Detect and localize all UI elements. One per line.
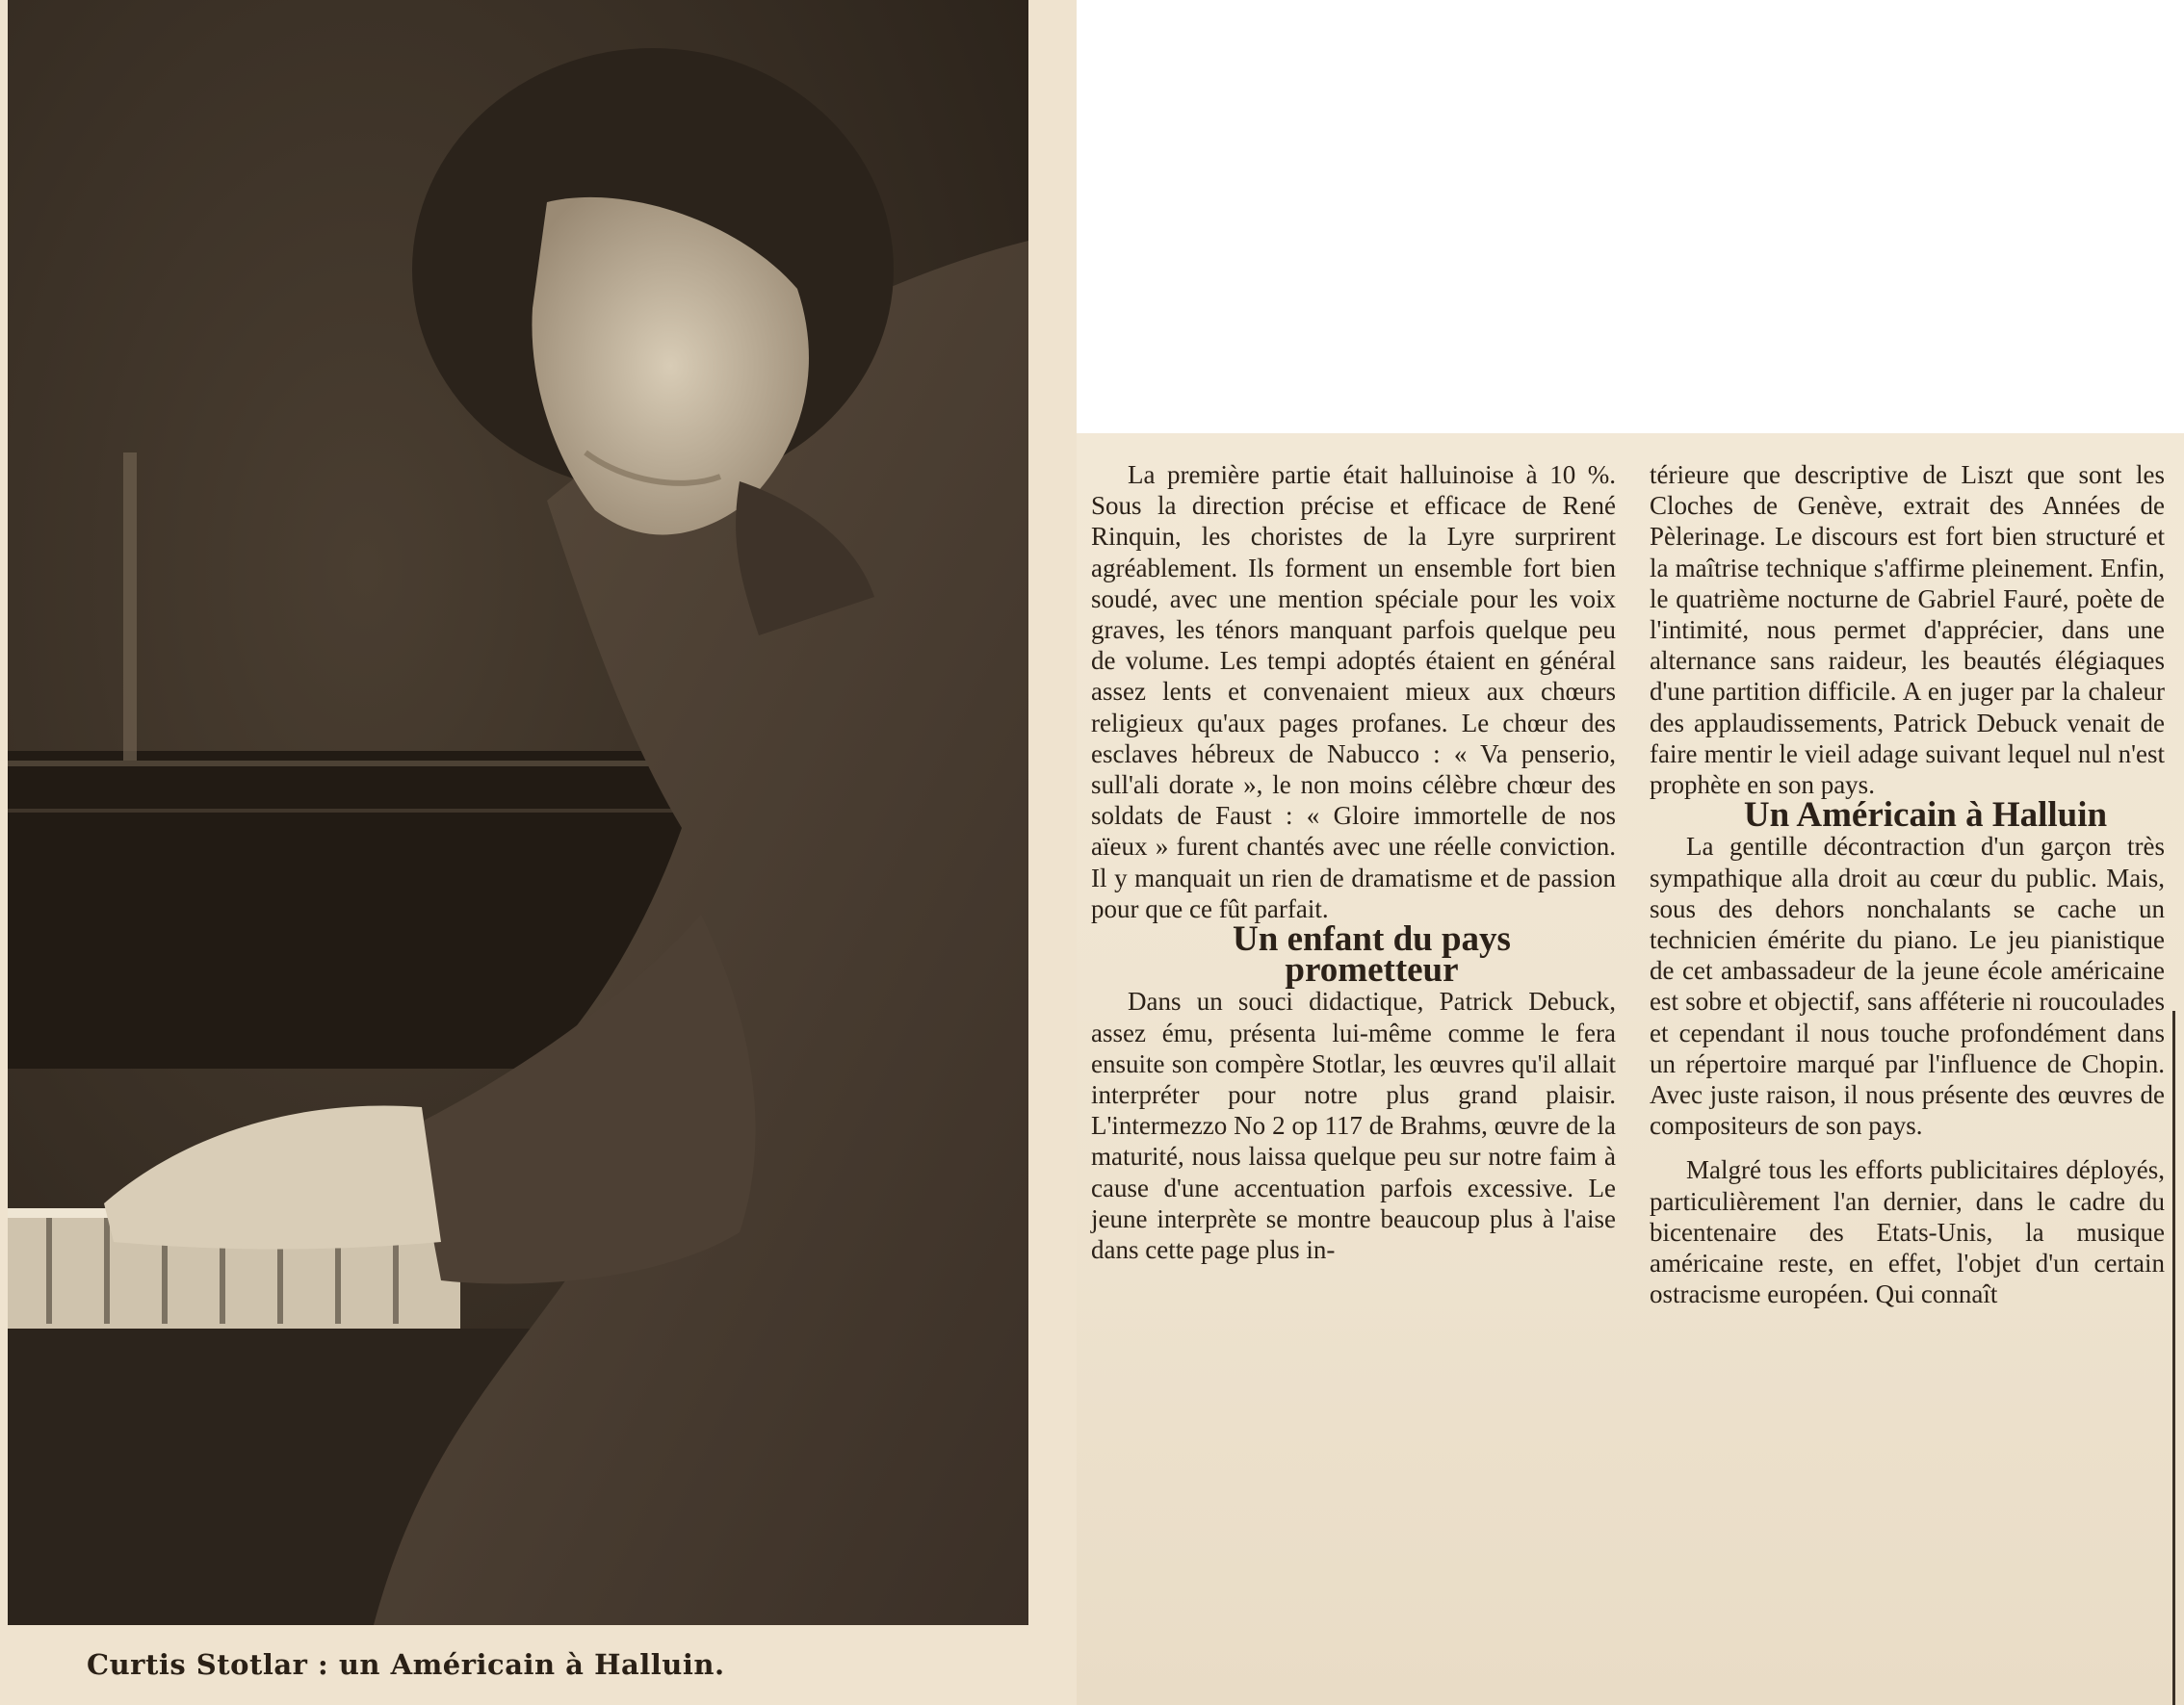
paragraph-stotlar: La gentille décontraction d'un garçon très sympathique alla droit au cœur du public. Mais, sous des dehors nonchalants se cache un technicien émérite du piano. Le jeu pianistique de cet ambassadeur de la jeune école américaine est sobre et objectif, sans afféterie ni roucoulades et cependant il nous touche profondément dans un répertoire marqué par l'influence de Chopin. Avec juste raison, il nous présente des œuvres de compositeurs de son pays. xyxy=(1650,832,2165,1141)
pianist-photo xyxy=(8,0,1028,1625)
paragraph-lyre-choir: La première partie était halluinoise à 10 %. Sous la direction précise et efficace de René Rinquin, les choristes de la Lyre surprirent agréablement. Ils forment un ensemble fort bien soudé, avec une mention spéciale pour les voix graves, les ténors manquant parfois quelque peu de volume. Les tempi adoptés étaient en général assez lents et convenaient mieux aux chœurs religieux qu'aux pages profanes. Le chœur des esclaves hébreux de Nabucco : « Va penserio, sull'ali dorate », le non moins célèbre chœur des soldats de Faust : « Gloire immortelle de nos aïeux » furent chantés avec une réelle conviction. Il y manquait un rien de dramatisme et de passion pour que ce fût parfait. xyxy=(1091,460,1616,923)
column-edge-rule xyxy=(2172,1011,2175,1705)
subheading-enfant-du-pays: Un enfant du pays xyxy=(1233,919,1511,960)
paragraph-debuck: Dans un souci didactique, Patrick Debuck, assez ému, présenta lui-même comme le fera ensuite son compère Stotlar, les œuvres qu'il allait interpréter pour notre plus grand plaisir. L'intermezzo No 2 op 117 de Brahms, œuvre de la maturité, nous laissa quelque peu sur notre faim à cause d'une accentuation parfois excessive. Le jeune interprète se montre beaucoup plus à l'aise dans cette page plus in- xyxy=(1091,987,1616,1265)
article-column-1 xyxy=(1091,459,1616,1265)
article-column-2 xyxy=(1650,459,2165,1309)
paragraph-american-music: Malgré tous les efforts publicitaires déployés, particulièrement l'an dernier, dans le cadre du bicentenaire des Etats-Unis, la musique américaine reste, en effet, l'objet d'un certain ostracisme européen. Qui connaît xyxy=(1650,1155,2165,1309)
subheading-americain-halluin: Un Américain à Halluin xyxy=(1743,795,2108,836)
subheading-prometteur: prometteur xyxy=(1285,950,1459,991)
photo-caption: Curtis Stotlar : un Américain à Halluin. xyxy=(87,1648,725,1681)
paragraph-liszt-faure: térieure que descriptive de Liszt que sont les Cloches de Genève, extrait des Années de Pèlerinage. Le discours est fort bien structuré et la maîtrise technique s'affirme pleinement. Enfin, le quatrième nocturne de Gabriel Fauré, poète de l'intimité, nous permet d'apprécier, dans une alternance sans raideur, les beautés élégiaques d'une partition difficile. A en juger par la chaleur des applaudissements, Patrick Debuck venait de faire mentir le vieil adage suivant lequel nul n'est prophète en son pays. xyxy=(1650,460,2165,800)
